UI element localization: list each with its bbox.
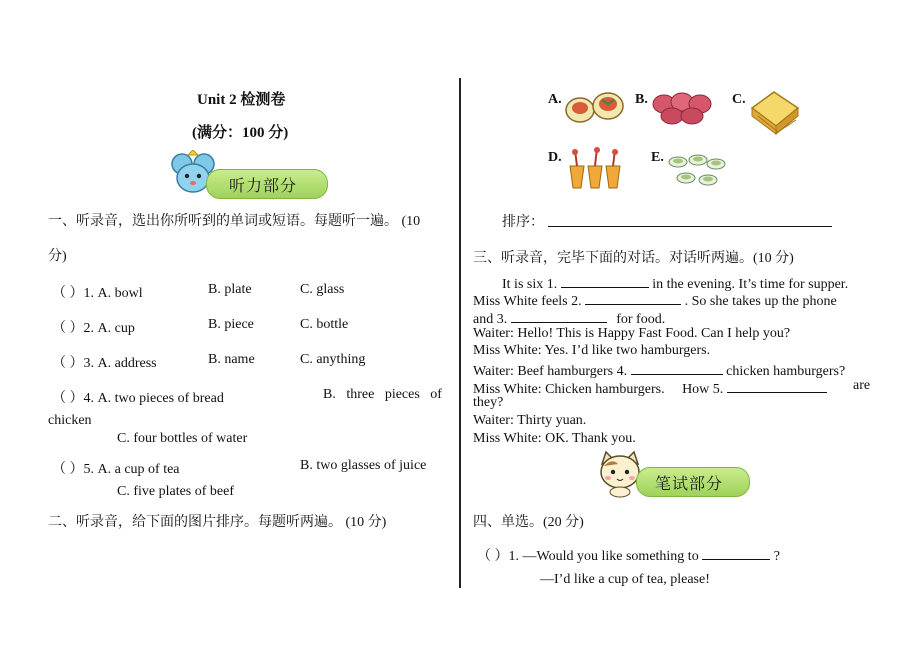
plates-of-food-icon bbox=[564, 86, 626, 130]
q1-option-b: B. plate bbox=[208, 282, 252, 297]
mc-q1-blank[interactable] bbox=[702, 545, 770, 560]
listening-banner-label: 听力部分 bbox=[229, 176, 298, 195]
listening-section-banner bbox=[206, 169, 328, 199]
blank-4[interactable] bbox=[631, 360, 723, 375]
q1-option-a: （ ）1. A. bowl bbox=[52, 286, 143, 301]
blank-3[interactable] bbox=[511, 308, 607, 323]
dialog-line-5: Miss White: Yes. I’d like two hamburgers. bbox=[473, 343, 711, 358]
pic-label-b: B. bbox=[635, 92, 648, 107]
blank-5[interactable] bbox=[727, 378, 827, 393]
q5-option-b: B. two glasses of juice bbox=[300, 458, 427, 473]
bread-slices-icon bbox=[748, 86, 802, 142]
dialog-line-3b: for food. bbox=[616, 312, 666, 327]
pic-label-e: E. bbox=[651, 150, 664, 165]
order-label: 排序： bbox=[502, 215, 544, 230]
dialog-line-2b: . So she takes up the phone bbox=[684, 294, 837, 309]
section2-heading: 二、听录音，给下面的图片排序。每题听两遍。 (10 分) bbox=[48, 515, 387, 530]
dialog-line-9: Waiter: Thirty yuan. bbox=[473, 413, 587, 428]
dialog-line-8: they? bbox=[473, 395, 504, 410]
dialog-line-7a: Miss White: Chicken hamburgers. How 5. bbox=[473, 382, 724, 397]
q2-option-a: （ ）2. A. cup bbox=[52, 321, 135, 336]
q4-option-a: （ ）4. A. two pieces of bread bbox=[52, 391, 224, 406]
mc-q1-response: —I’d like a cup of tea, please! bbox=[540, 572, 710, 587]
mc-q1-stem: （ ）1. —Would you like something to bbox=[477, 549, 699, 564]
mc-q1-end: ? bbox=[773, 549, 780, 564]
dialog-line-1b: in the evening. It’s time for supper. bbox=[652, 277, 849, 292]
q4-option-c: C. four bottles of water bbox=[117, 431, 248, 446]
blank-1[interactable] bbox=[561, 273, 649, 288]
q1-option-c: C. glass bbox=[300, 282, 345, 297]
q5-option-c: C. five plates of beef bbox=[117, 484, 235, 499]
column-divider bbox=[459, 78, 461, 588]
q3-option-a: （ ）3. A. address bbox=[52, 356, 157, 371]
q5-option-a: （ ）5. A. a cup of tea bbox=[52, 462, 180, 477]
blank-2[interactable] bbox=[585, 290, 681, 305]
q3-option-c: C. anything bbox=[300, 352, 366, 367]
page-title: Unit 2 检测卷 bbox=[197, 92, 286, 108]
score-subtitle: (满分：100 分) bbox=[192, 125, 289, 141]
q4-option-b-cont: chicken bbox=[48, 413, 92, 428]
dialog-line-7b: are bbox=[853, 378, 871, 393]
order-answer-line[interactable] bbox=[548, 226, 832, 227]
q2-option-b: B. piece bbox=[208, 317, 254, 332]
dialog-line-6b: chicken hamburgers? bbox=[726, 364, 846, 379]
dialog-line-10: Miss White: OK. Thank you. bbox=[473, 431, 636, 446]
section1-heading: 一、听录音，选出你所听到的单词或短语。每题听一遍。 (10 bbox=[48, 214, 421, 229]
dialog-line-6a: Waiter: Beef hamburgers 4. bbox=[473, 364, 628, 379]
dialog-line-4: Waiter: Hello! This is Happy Fast Food. Can I help you? bbox=[473, 326, 791, 341]
section4-heading: 四、单选。(20 分) bbox=[473, 515, 584, 530]
sliced-meat-icon bbox=[650, 90, 714, 126]
dialog-line-3a: and 3. bbox=[473, 312, 508, 327]
dialog-line-2a: Miss White feels 2. bbox=[473, 294, 582, 309]
glasses-of-juice-icon bbox=[566, 146, 628, 194]
section1-heading-cont: 分) bbox=[48, 249, 67, 264]
writing-banner-label: 笔试部分 bbox=[655, 474, 724, 493]
q2-option-c: C. bottle bbox=[300, 317, 349, 332]
cups-of-tea-icon bbox=[666, 150, 728, 190]
pic-label-c: C. bbox=[732, 92, 746, 107]
pic-label-a: A. bbox=[548, 92, 562, 107]
dialog-line-1a: It is six 1. bbox=[502, 277, 558, 292]
q4-option-b: B. three pieces of bbox=[323, 387, 442, 402]
writing-section-banner bbox=[636, 467, 750, 497]
q3-option-b: B. name bbox=[208, 352, 255, 367]
pic-label-d: D. bbox=[548, 150, 562, 165]
section3-heading: 三、听录音，完毕下面的对话。对话听两遍。(10 分) bbox=[473, 251, 794, 266]
